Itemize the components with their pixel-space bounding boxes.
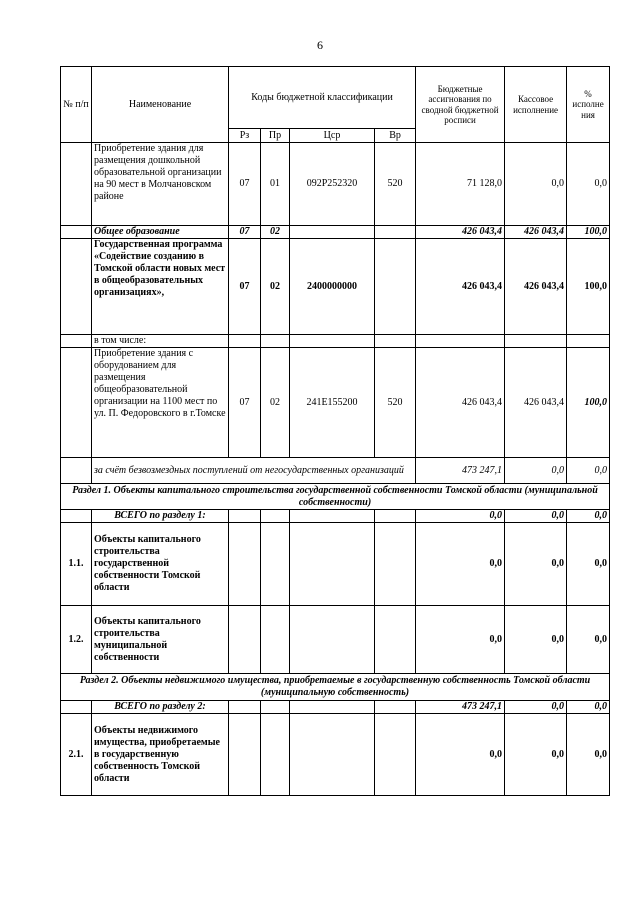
header-row	[61, 67, 610, 129]
row-num: 2.1.	[61, 714, 92, 796]
row-percent: 0,0	[567, 523, 610, 606]
row-pr: 02	[261, 226, 290, 239]
row-budget: 426 043,4	[416, 226, 505, 239]
row-cash: 426 043,4	[505, 239, 567, 335]
row-percent: 0,0	[567, 701, 610, 714]
row-budget: 0,0	[416, 510, 505, 523]
row-percent: 0,0	[567, 714, 610, 796]
header-num: № п/п	[61, 67, 92, 143]
header-name: Наименование	[92, 67, 229, 143]
row-percent: 100,0	[567, 226, 610, 239]
section-header-row	[61, 484, 610, 510]
section-total-row	[61, 510, 610, 523]
row-csr: 092P252320	[290, 143, 375, 226]
row-vr: 520	[375, 348, 416, 458]
table-row	[61, 714, 610, 796]
row-name: Приобретение здания для размещения дошкольной образовательной организации на 90 мест в Молчановском районе	[92, 143, 229, 226]
row-name: ВСЕГО по разделу 1:	[92, 510, 229, 523]
row-budget: 426 043,4	[416, 239, 505, 335]
row-name: Объекты капитального строительства государственной собственности Томской области	[92, 523, 229, 606]
header-codes: Коды бюджетной классификации	[229, 67, 416, 129]
row-cash: 0,0	[505, 510, 567, 523]
table-row	[61, 458, 610, 484]
row-name: Объекты капитального строительства муниципальной собственности	[92, 606, 229, 674]
section-header-row	[61, 674, 610, 701]
row-csr: 241E155200	[290, 348, 375, 458]
table-row	[61, 335, 610, 348]
row-name: в том числе:	[92, 335, 229, 348]
section-title: Раздел 1. Объекты капитального строительства государственной собственности Томской области (муниципальной собственности)	[61, 484, 610, 510]
header-rz: Рз	[229, 129, 261, 143]
table-row	[61, 239, 610, 335]
table-row	[61, 143, 610, 226]
row-rz: 07	[229, 348, 261, 458]
table-row	[61, 226, 610, 239]
row-name: Приобретение здания с оборудованием для размещения общеобразовательной организации на 1100 мест по ул. П. Федоровского в г.Томске	[92, 348, 229, 458]
row-cash: 0,0	[505, 143, 567, 226]
row-budget: 0,0	[416, 523, 505, 606]
row-budget: 473 247,1	[416, 701, 505, 714]
row-rz: 07	[229, 239, 261, 335]
row-percent: 0,0	[567, 143, 610, 226]
row-name: Общее образование	[92, 226, 229, 239]
row-rz: 07	[229, 226, 261, 239]
header-csr: Цср	[290, 129, 375, 143]
row-num: 1.2.	[61, 606, 92, 674]
table-row	[61, 606, 610, 674]
row-cash: 0,0	[505, 701, 567, 714]
budget-table	[60, 66, 610, 796]
table-row	[61, 523, 610, 606]
table-row	[61, 348, 610, 458]
row-cash: 0,0	[505, 606, 567, 674]
row-name: Объекты недвижимого имущества, приобретаемые в государственную собственность Томской области	[92, 714, 229, 796]
header-vr: Вр	[375, 129, 416, 143]
row-percent: 100,0	[567, 348, 610, 458]
row-budget: 0,0	[416, 606, 505, 674]
row-name: за счёт безвозмездных поступлений от негосударственных организаций	[92, 458, 416, 484]
row-name: ВСЕГО по разделу 2:	[92, 701, 229, 714]
row-csr: 2400000000	[290, 239, 375, 335]
row-pr: 01	[261, 143, 290, 226]
section-total-row	[61, 701, 610, 714]
header-budget: Бюджетные ассигнования по сводной бюджетной росписи	[416, 67, 505, 143]
section-title: Раздел 2. Объекты недвижимого имущества, приобретаемые в государственную собственность Томской области (муниципальную собственность)	[61, 674, 610, 701]
row-pr: 02	[261, 239, 290, 335]
row-cash: 0,0	[505, 523, 567, 606]
row-percent: 0,0	[567, 606, 610, 674]
row-cash: 426 043,4	[505, 348, 567, 458]
row-name: Государственная программа «Содействие созданию в Томской области новых мест в общеобразовательных организациях»,	[92, 239, 229, 335]
row-percent: 100,0	[567, 239, 610, 335]
row-percent: 0,0	[567, 510, 610, 523]
row-vr: 520	[375, 143, 416, 226]
row-budget: 426 043,4	[416, 348, 505, 458]
row-num: 1.1.	[61, 523, 92, 606]
header-cash: Кассовое исполнение	[505, 67, 567, 143]
row-rz: 07	[229, 143, 261, 226]
row-pr: 02	[261, 348, 290, 458]
row-budget: 0,0	[416, 714, 505, 796]
row-cash: 0,0	[505, 714, 567, 796]
row-budget: 473 247,1	[416, 458, 505, 484]
row-cash: 426 043,4	[505, 226, 567, 239]
row-budget: 71 128,0	[416, 143, 505, 226]
row-percent: 0,0	[567, 458, 610, 484]
header-pr: Пр	[261, 129, 290, 143]
header-percent: % исполне ния	[567, 67, 610, 143]
page-number: 6	[317, 38, 323, 52]
row-cash: 0,0	[505, 458, 567, 484]
